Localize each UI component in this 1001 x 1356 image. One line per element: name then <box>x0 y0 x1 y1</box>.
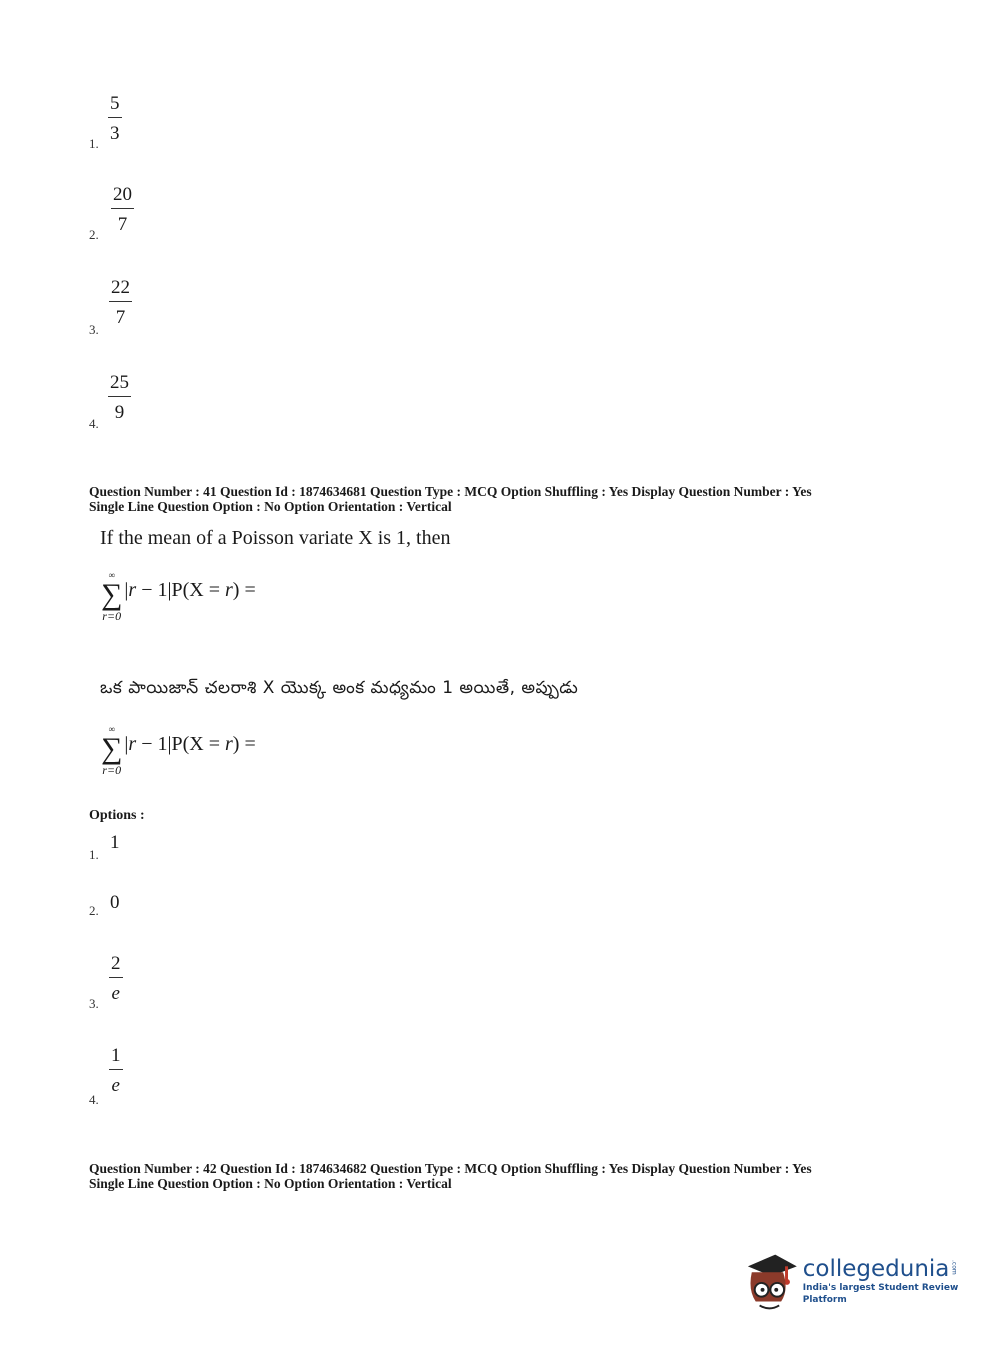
sum-lower-limit: r=0 <box>102 609 122 623</box>
option-fraction <box>109 954 123 1003</box>
collegedunia-logo <box>742 1250 1001 1312</box>
question-meta-line2: Single Line Question Option : No Option Orientation : Vertical <box>89 499 452 514</box>
summation-expression: |r − 1|P(X = r) = <box>124 579 256 601</box>
numerator: 22 <box>111 277 130 298</box>
question-meta-line1: Question Number : 41 Question Id : 1874634681 Question Type : MCQ Option Shuffling : Yes Display Question Number : Yes <box>89 484 812 499</box>
question-meta-line1: Question Number : 42 Question Id : 1874634682 Question Type : MCQ Option Shuffling : Yes Display Question Number : Yes <box>89 1161 812 1176</box>
sigma-symbol: ∑ <box>101 578 123 611</box>
logo-tagline: India's largest Student Review Platform <box>802 1283 959 1305</box>
numerator: 5 <box>110 93 120 114</box>
option-number: 4. <box>89 1092 99 1107</box>
option-value: 0 <box>110 892 120 913</box>
option-fraction <box>108 94 122 143</box>
option-number: 1. <box>89 847 99 862</box>
denominator: 9 <box>114 402 125 423</box>
sum-lower-limit: r=0 <box>102 763 122 777</box>
option-fraction <box>111 185 134 234</box>
denominator: 7 <box>117 214 128 235</box>
summation-formula <box>101 571 256 622</box>
summation-formula-telugu <box>101 725 256 776</box>
denominator: e <box>111 983 120 1004</box>
option-fraction <box>108 373 131 422</box>
sum-upper-limit: ∞ <box>108 724 115 734</box>
sum-upper-limit: ∞ <box>108 570 115 580</box>
option-number: 3. <box>89 322 99 337</box>
question-meta-line2: Single Line Question Option : No Option Orientation : Vertical <box>89 1176 452 1191</box>
option-value: 1 <box>110 832 120 853</box>
option-number: 2. <box>89 227 99 242</box>
logo-name: collegedunia <box>802 1256 950 1282</box>
option-number: 4. <box>89 416 99 431</box>
option-fraction <box>109 1046 123 1095</box>
summation-expression: |r − 1|P(X = r) = <box>124 733 256 755</box>
numerator: 2 <box>111 953 121 974</box>
numerator: 1 <box>111 1045 121 1066</box>
sigma-symbol: ∑ <box>101 732 123 765</box>
question-text-english: If the mean of a Poisson variate X is 1, then <box>100 527 451 549</box>
mascot-icon <box>742 1250 799 1312</box>
option-fraction <box>109 278 132 327</box>
option-number: 3. <box>89 996 99 1011</box>
denominator: 7 <box>115 307 126 328</box>
option-number: 2. <box>89 903 99 918</box>
option-number: 1. <box>89 136 99 151</box>
options-label: Options : <box>89 808 145 823</box>
logo-suffix: .com <box>950 1260 958 1275</box>
numerator: 25 <box>110 372 129 393</box>
denominator: 3 <box>110 123 120 144</box>
numerator: 20 <box>113 184 132 205</box>
denominator: e <box>111 1075 120 1096</box>
question-text-telugu: ఒక పాయిజాన్ చలరాశి X యొక్క అంక మధ్యమం 1 అయితే, అప్పుడు <box>100 678 579 698</box>
